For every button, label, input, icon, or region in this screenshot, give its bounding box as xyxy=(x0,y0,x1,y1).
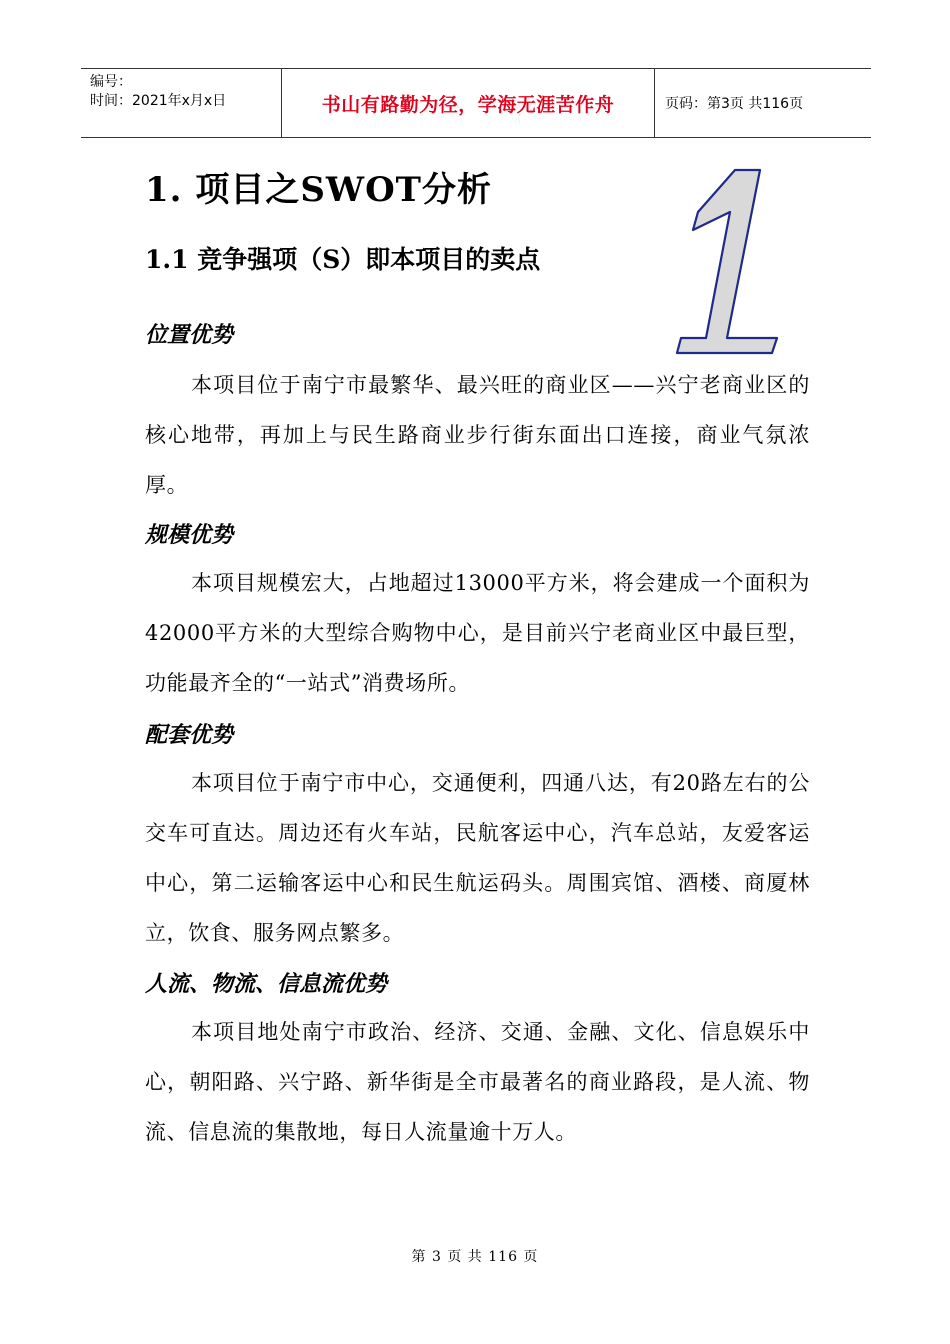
subsection-heading-flow: 人流、物流、信息流优势 xyxy=(145,971,388,997)
subsection-heading-location: 位置优势 xyxy=(145,322,234,348)
chapter-number-graphic xyxy=(665,160,795,360)
time-label: 时间：2021年x月x日 xyxy=(90,93,227,109)
paragraph-flow: 本项目地处南宁市政治、经济、交通、金融、文化、信息娱乐中心，朝阳路、兴宁路、新华街是全市最著名的商业路段，是人流、物流、信息流的集散地，每日人流量逾十万人。 xyxy=(145,1020,810,1144)
page-footer: 第 3 页 共 116 页 xyxy=(411,1249,539,1265)
page-header xyxy=(81,68,871,138)
paragraph-facilities: 本项目位于南宁市中心，交通便利，四通八达，有20路左右的公交车可直达。周边还有火车站，民航客运中心，汽车总站，友爱客运中心，第二运输客运中心和民生航运码头。周围宾馆、酒楼、商厦林立，饮食、服务网点繁多。 xyxy=(145,771,810,945)
header-meta xyxy=(81,69,282,137)
paragraph-scale: 本项目规模宏大，占地超过13000平方米，将会建成一个面积为42000平方米的大型综合购物中心，是目前兴宁老商业区中最巨型，功能最齐全的“一站式”消费场所。 xyxy=(145,571,810,695)
page-title: 1. 项目之SWOT分析 xyxy=(145,170,492,210)
number-label: 编号： xyxy=(90,74,132,90)
subsection-heading-scale: 规模优势 xyxy=(145,522,234,548)
section-heading: 1.1 竞争强项（S）即本项目的卖点 xyxy=(145,245,541,274)
subsection-heading-facilities: 配套优势 xyxy=(145,722,234,748)
paragraph-location: 本项目位于南宁市最繁华、最兴旺的商业区——兴宁老商业区的核心地带，再加上与民生路商业步行街东面出口连接，商业气氛浓厚。 xyxy=(145,373,810,497)
header-page-info: 页码：第3页 共116页 xyxy=(665,96,804,112)
header-motto: 书山有路勤为径，学海无涯苦作舟 xyxy=(282,69,655,137)
